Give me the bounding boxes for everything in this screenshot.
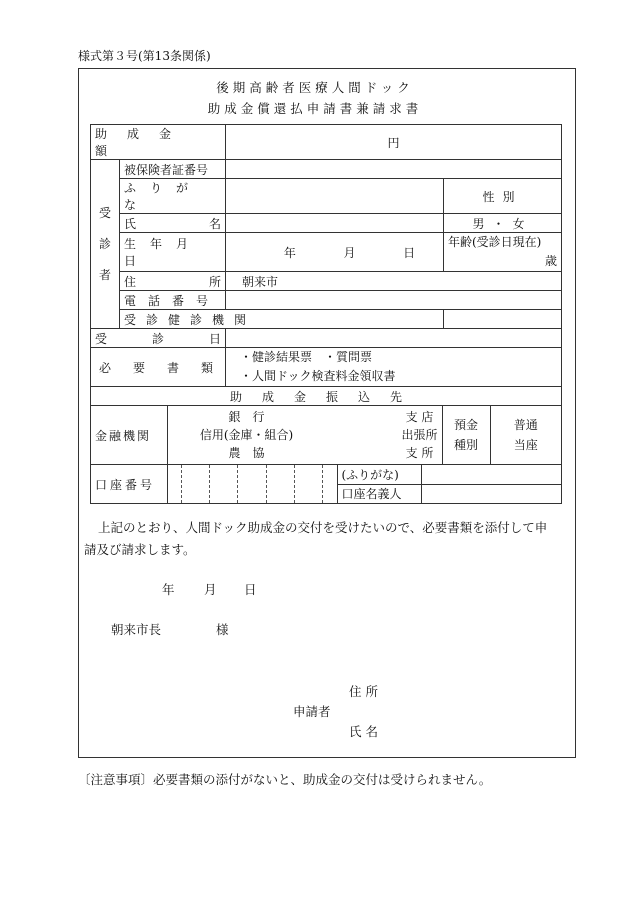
amount-label: 助成金額 bbox=[91, 125, 226, 160]
bank-type-agri: 農 協 bbox=[228, 446, 265, 460]
deposit-type-label: 預金種別 bbox=[442, 406, 490, 464]
bank-type-bank: 銀 行 bbox=[228, 410, 265, 424]
age-unit: 歳 bbox=[545, 254, 558, 268]
statement-line2: 請及び請求します。 bbox=[84, 542, 196, 557]
bank-type-credit: 信用(金庫・組合) bbox=[199, 428, 294, 442]
account-holder-field[interactable] bbox=[421, 484, 561, 503]
age-label: 年齢(受診日現在) bbox=[448, 235, 542, 249]
age-field[interactable] bbox=[444, 233, 562, 272]
name-field[interactable] bbox=[226, 214, 444, 233]
application-table bbox=[90, 124, 562, 504]
address-label: 住 所 bbox=[120, 272, 226, 291]
form-title-line1: 後期高齢者医療人間ドック bbox=[216, 80, 414, 95]
branch-type-branch: 支 店 bbox=[405, 410, 434, 424]
sex-options[interactable]: 男・女 bbox=[444, 214, 562, 233]
institution-label: 受診健診機関 bbox=[120, 310, 444, 329]
insured-number-field[interactable] bbox=[226, 160, 562, 179]
transfer-header: 助成金振込先 bbox=[91, 387, 562, 406]
required-doc-item: ・人間ドック検査料金領収書 bbox=[240, 369, 396, 383]
branch-type-office: 出張所 bbox=[401, 428, 438, 442]
phone-field[interactable] bbox=[226, 291, 562, 310]
required-docs-list bbox=[226, 348, 562, 387]
institution-field[interactable] bbox=[444, 310, 562, 329]
form-title-line2: 助成金償還払申請書兼請求書 bbox=[207, 101, 423, 116]
birthdate-label: 生年月日 bbox=[120, 233, 226, 272]
account-furigana-field[interactable] bbox=[421, 465, 561, 484]
phone-label: 電話番号 bbox=[120, 291, 226, 310]
furigana-label: ふりがな bbox=[120, 179, 226, 214]
address-field[interactable]: 朝来市 bbox=[226, 272, 562, 291]
applicant-label: 申請者 bbox=[293, 704, 331, 719]
required-doc-item: ・健診結果票 ・質問票 bbox=[240, 350, 373, 364]
furigana-field[interactable] bbox=[226, 179, 444, 214]
branch-type-sub: 支 所 bbox=[405, 446, 434, 460]
footnote: 〔注意事項〕必要書類の添付がないと、助成金の交付は受けられません。 bbox=[78, 772, 492, 787]
examinee-group-label: 受 診 者 bbox=[91, 160, 120, 329]
addressee: 朝来市長 bbox=[111, 622, 162, 637]
insured-number-label: 被保険者証番号 bbox=[120, 160, 226, 179]
account-number-label: 口座番号 bbox=[91, 465, 167, 503]
applicant-name-label: 氏 名 bbox=[349, 724, 378, 739]
name-label: 氏 名 bbox=[120, 214, 226, 233]
account-row bbox=[91, 465, 562, 504]
financial-institution-row bbox=[91, 406, 562, 465]
applicant-address-label: 住 所 bbox=[349, 684, 378, 699]
date-month-unit: 月 bbox=[204, 582, 217, 597]
required-docs-label: 必 要 書 類 bbox=[91, 348, 226, 387]
financial-institution-field[interactable] bbox=[167, 406, 442, 464]
deposit-type-options[interactable]: 普通当座 bbox=[513, 418, 538, 452]
financial-institution-label: 金融機関 bbox=[91, 406, 167, 464]
statement-line1: 上記のとおり、人間ドック助成金の交付を受けたいので、必要書類を添付して申 bbox=[98, 520, 548, 535]
amount-field[interactable] bbox=[226, 125, 562, 160]
exam-date-label: 受 診 日 bbox=[91, 329, 226, 348]
sex-label: 性別 bbox=[444, 179, 562, 214]
account-number-field[interactable] bbox=[167, 465, 337, 503]
form-number-label: 様式第３号(第13条関係) bbox=[78, 49, 211, 63]
exam-date-field[interactable] bbox=[226, 329, 562, 348]
addressee-suffix: 様 bbox=[216, 622, 229, 637]
date-year-unit: 年 bbox=[162, 582, 175, 597]
account-holder-label: 口座名義人 bbox=[337, 484, 421, 503]
birthdate-field[interactable]: 年 月 日 bbox=[226, 233, 444, 272]
date-day-unit: 日 bbox=[244, 582, 257, 597]
amount-unit: 円 bbox=[387, 135, 400, 150]
account-furigana-label: (ふりがな) bbox=[337, 465, 421, 484]
